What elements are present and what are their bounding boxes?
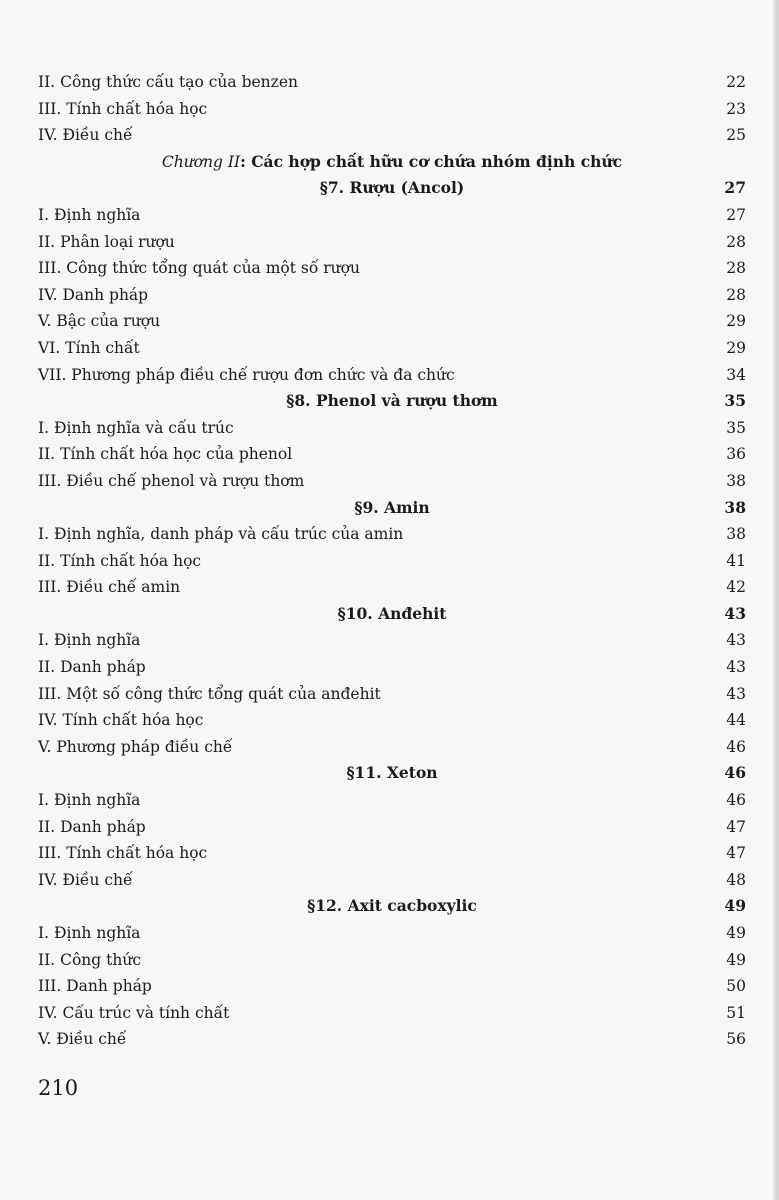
section-heading xyxy=(38,893,746,920)
entry-page: 28 xyxy=(726,259,746,278)
entry-page: 43 xyxy=(726,631,746,650)
entry-title: §12. Axit cacboxylic xyxy=(307,896,477,916)
entry-title: I. Định nghĩa, danh pháp và cấu trúc của amin xyxy=(38,525,404,544)
toc-entry xyxy=(38,574,746,601)
entry-title: I. Định nghĩa xyxy=(38,924,141,942)
entry-title: I. Định nghĩa xyxy=(38,791,141,810)
entry-page: 46 xyxy=(726,791,746,810)
entry-page: 48 xyxy=(726,870,746,889)
toc-entry xyxy=(38,654,746,681)
entry-page: 49 xyxy=(726,924,746,942)
entry-title: II. Phân loại rượu xyxy=(38,232,175,251)
entry-title: III. Tính chất hóa học xyxy=(38,844,208,863)
toc-entry xyxy=(38,627,746,654)
entry-page: 50 xyxy=(726,977,746,996)
toc-entry xyxy=(38,814,746,841)
entry-page: 47 xyxy=(726,844,746,863)
entry-title: II. Tính chất hóa học xyxy=(38,551,202,570)
entry-title: IV. Danh pháp xyxy=(38,285,149,304)
entry-title: I. Định nghĩa và cấu trúc xyxy=(38,418,234,437)
entry-page: 38 xyxy=(724,497,746,517)
entry-title: V. Điều chế xyxy=(38,1030,127,1049)
entry-page: 25 xyxy=(726,126,746,145)
toc-entry xyxy=(38,96,746,123)
toc-entry xyxy=(38,335,746,362)
toc-entry xyxy=(38,1026,746,1053)
entry-page: 41 xyxy=(726,551,746,570)
entry-page: 46 xyxy=(726,737,746,756)
entry-page: 42 xyxy=(726,578,746,597)
entry-title: III. Công thức tổng quát của một số rượu xyxy=(38,259,360,278)
entry-title: §7. Rượu (Ancol) xyxy=(319,178,465,198)
toc-entry xyxy=(38,734,746,761)
entry-title: I. Định nghĩa xyxy=(38,631,141,650)
entry-title: III. Một số công thức tổng quát của anđehit xyxy=(38,684,381,703)
entry-title: IV. Tính chất hóa học xyxy=(38,711,204,730)
entry-title: II. Công thức xyxy=(38,950,141,969)
entry-page: 28 xyxy=(726,285,746,304)
entry-title: III. Điều chế amin xyxy=(38,578,181,597)
toc-entry xyxy=(38,681,746,708)
toc-entry xyxy=(38,122,746,149)
toc-entry xyxy=(38,255,746,282)
entry-title: IV. Điều chế xyxy=(38,870,133,889)
toc-entry xyxy=(38,415,746,442)
entry-title: III. Tính chất hóa học xyxy=(38,99,208,118)
entry-title: V. Phương pháp điều chế xyxy=(38,737,233,756)
entry-page: 27 xyxy=(726,205,746,224)
table-of-contents xyxy=(38,69,746,1053)
page-number: 210 xyxy=(38,1076,79,1100)
toc-entry xyxy=(38,362,746,389)
entry-page: 27 xyxy=(724,178,746,198)
section-heading xyxy=(38,495,746,522)
toc-entry xyxy=(38,468,746,495)
entry-page: 38 xyxy=(726,525,746,544)
entry-title: §8. Phenol và rượu thơm xyxy=(286,391,498,411)
entry-title: V. Bậc của rượu xyxy=(38,312,161,331)
chapter-title: : Các hợp chất hữu cơ chứa nhóm định chức xyxy=(240,151,623,171)
entry-page: 34 xyxy=(726,365,746,384)
toc-entry xyxy=(38,69,746,96)
section-heading xyxy=(38,760,746,787)
toc-entry xyxy=(38,548,746,575)
chapter-label: Chương II xyxy=(161,152,241,171)
entry-page: 23 xyxy=(726,99,746,118)
entry-page: 51 xyxy=(726,1003,746,1022)
section-heading xyxy=(38,601,746,628)
toc-entry xyxy=(38,1000,746,1027)
toc-entry xyxy=(38,920,746,947)
entry-title: II. Công thức cấu tạo của benzen xyxy=(38,73,298,91)
entry-page: 29 xyxy=(726,312,746,331)
toc-entry xyxy=(38,973,746,1000)
entry-title: §10. Anđehit xyxy=(337,603,447,623)
toc-entry xyxy=(38,282,746,309)
entry-page: 47 xyxy=(726,817,746,836)
page-edge xyxy=(773,0,779,1200)
toc-entry xyxy=(38,840,746,867)
entry-page: 36 xyxy=(726,445,746,464)
entry-page: 44 xyxy=(726,711,746,730)
entry-title: IV. Cấu trúc và tính chất xyxy=(38,1003,230,1022)
entry-page: 29 xyxy=(726,338,746,357)
toc-entry xyxy=(38,707,746,734)
entry-title: III. Điều chế phenol và rượu thơm xyxy=(38,471,305,490)
entry-title: II. Danh pháp xyxy=(38,658,146,677)
entry-page: 35 xyxy=(726,418,746,437)
chapter-heading xyxy=(38,149,746,176)
entry-title: II. Danh pháp xyxy=(38,817,146,836)
toc-entry xyxy=(38,441,746,468)
entry-page: 43 xyxy=(724,603,746,623)
entry-page: 46 xyxy=(724,763,746,783)
entry-title: §11. Xeton xyxy=(346,763,438,783)
entry-title: VII. Phương pháp điều chế rượu đơn chức và đa chức xyxy=(38,365,455,384)
toc-entry xyxy=(38,867,746,894)
entry-title: IV. Điều chế xyxy=(38,126,133,145)
toc-entry xyxy=(38,787,746,814)
section-heading xyxy=(38,388,746,415)
entry-page: 49 xyxy=(724,896,746,916)
entry-page: 43 xyxy=(726,658,746,677)
entry-page: 28 xyxy=(726,232,746,251)
entry-page: 35 xyxy=(724,391,746,411)
toc-entry xyxy=(38,229,746,256)
entry-title: III. Danh pháp xyxy=(38,977,152,996)
toc-entry xyxy=(38,947,746,974)
entry-title: VI. Tính chất xyxy=(38,338,140,357)
toc-entry xyxy=(38,202,746,229)
section-heading xyxy=(38,175,746,202)
entry-page: 56 xyxy=(726,1030,746,1049)
entry-page: 22 xyxy=(726,73,746,91)
entry-title: §9. Amin xyxy=(354,497,430,517)
toc-entry xyxy=(38,521,746,548)
entry-page: 49 xyxy=(726,950,746,969)
entry-page: 43 xyxy=(726,684,746,703)
entry-title: II. Tính chất hóa học của phenol xyxy=(38,445,293,464)
entry-page: 38 xyxy=(726,471,746,490)
entry-title: I. Định nghĩa xyxy=(38,205,141,224)
toc-entry xyxy=(38,308,746,335)
